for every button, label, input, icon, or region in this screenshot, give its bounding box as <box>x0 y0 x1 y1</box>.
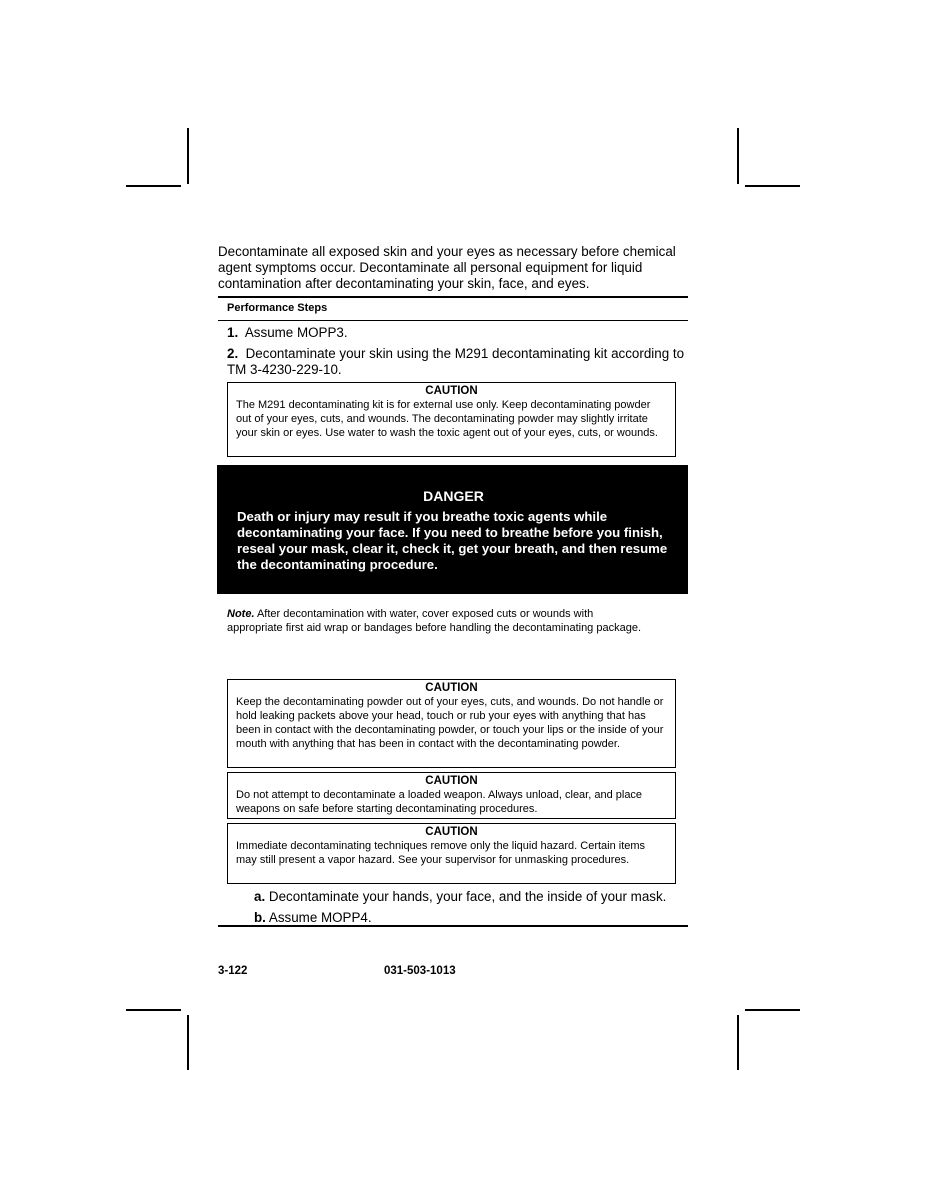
crop-mark <box>126 185 181 187</box>
substep-text: Decontaminate your hands, your face, and the inside of your mask. <box>268 889 667 904</box>
crop-mark <box>126 1009 181 1011</box>
caution-body: Immediate decontaminating techniques remove only the liquid hazard. Certain items may still present a vapor hazard. See your supervisor for unmasking procedures. <box>236 840 646 866</box>
step-number: 1. <box>227 325 239 340</box>
danger-body: Death or injury may result if you breathe toxic agents while decontaminating your face. If you need to breathe before you finish, reseal your mask, clear it, check it, get your breath, and then resume the decontaminating procedure. <box>237 509 668 572</box>
divider <box>218 320 688 321</box>
performance-steps-heading: Performance Steps <box>227 302 328 314</box>
intro-paragraph: Decontaminate all exposed skin and your eyes as necessary before chemical agent symptoms occur. Decontaminate all personal equipment for liquid contamination after decontaminating your skin, face, and eyes. <box>218 244 676 291</box>
crop-mark <box>187 1015 189 1070</box>
note <box>227 607 647 635</box>
step-1 <box>227 325 687 341</box>
document-number: 031-503-1013 <box>384 965 456 977</box>
crop-mark <box>737 128 739 184</box>
divider <box>218 925 688 927</box>
crop-mark <box>745 185 800 187</box>
substep-b <box>254 910 688 926</box>
substep-label: b. <box>254 910 266 925</box>
substep-text: Assume MOPP4. <box>268 910 372 925</box>
caution-title: CAUTION <box>425 385 478 397</box>
step-number: 2. <box>227 346 239 361</box>
caution-box <box>227 679 676 768</box>
substep-a <box>254 889 688 905</box>
note-label: Note. <box>227 608 255 620</box>
danger-box <box>217 465 688 594</box>
crop-mark <box>737 1015 739 1070</box>
step-text: Decontaminate your skin using the M291 decontaminating kit according to TM 3-4230-229-10. <box>227 346 685 377</box>
caution-box <box>227 823 676 884</box>
divider <box>218 296 688 298</box>
caution-body: Keep the decontaminating powder out of your eyes, cuts, and wounds. Do not handle or hold leaking packets above your head, touch or rub your eyes with anything that has been in contact with the decontaminating powder, or touch your lips or the inside of your mouth with anything that has been in contact with the decontaminating powder. <box>236 696 664 750</box>
caution-body: The M291 decontaminating kit is for external use only. Keep decontaminating powder out of your eyes, cuts, and wounds. The decontaminating powder may slightly irritate your skin or eyes. Use water to wash the toxic agent out of your eyes, cuts, or wounds. <box>236 399 658 439</box>
crop-mark <box>745 1009 800 1011</box>
caution-title: CAUTION <box>425 682 478 694</box>
substep-label: a. <box>254 889 266 904</box>
caution-box <box>227 382 676 457</box>
page-number: 3-122 <box>218 965 248 977</box>
note-text: After decontamination with water, cover exposed cuts or wounds with appropriate first aid wrap or bandages before handling the decontaminating package. <box>227 608 641 634</box>
danger-title: DANGER <box>423 488 484 504</box>
caution-box <box>227 772 676 819</box>
step-2 <box>227 346 689 378</box>
caution-title: CAUTION <box>425 826 478 838</box>
caution-body: Do not attempt to decontaminate a loaded weapon. Always unload, clear, and place weapons on safe before starting decontaminating procedures. <box>236 789 643 815</box>
crop-mark <box>187 128 189 184</box>
caution-title: CAUTION <box>425 775 478 787</box>
step-text: Assume MOPP3. <box>244 325 348 340</box>
